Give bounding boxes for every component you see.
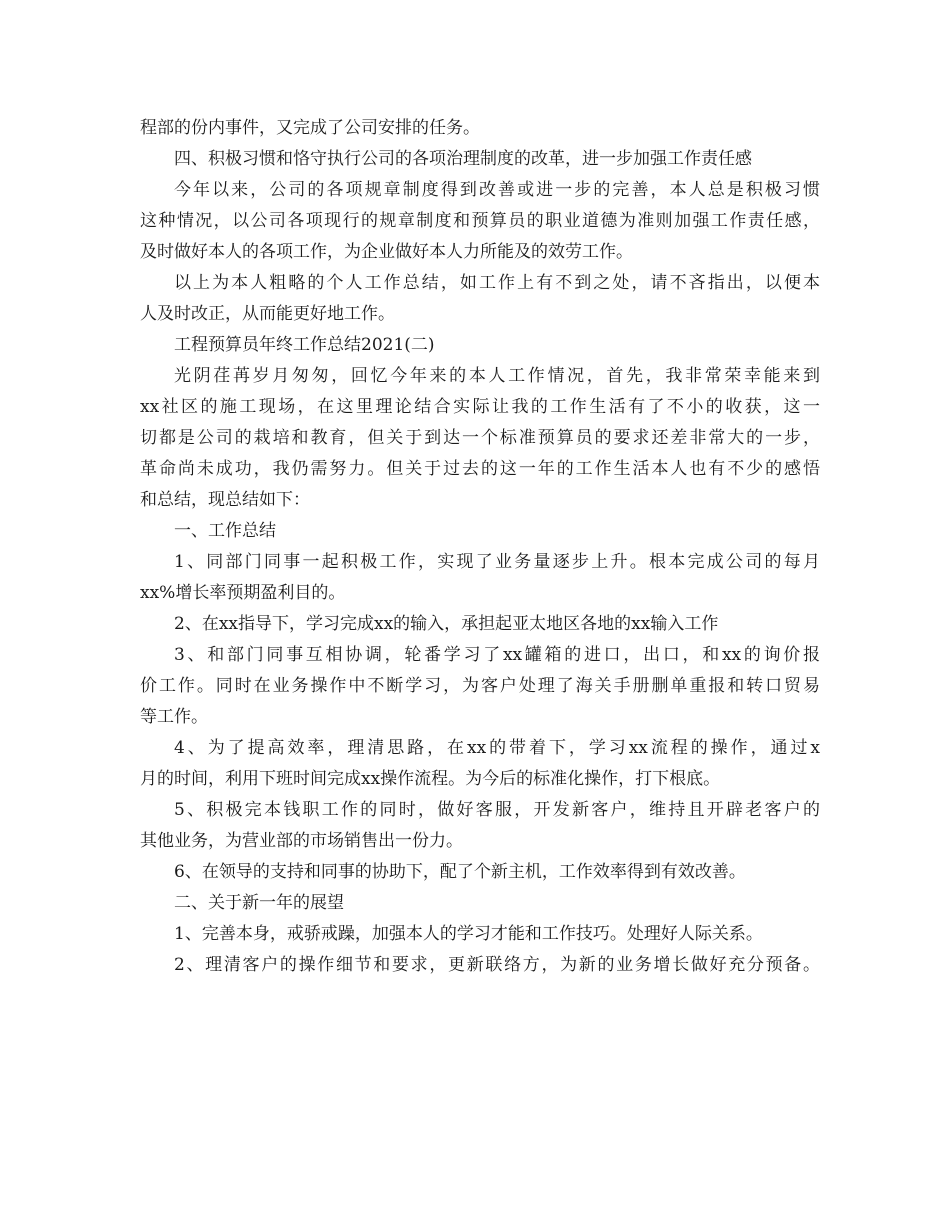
document-lines (140, 113, 820, 981)
text-line: 3、和部门同事互相协调，轮番学习了xx罐箱的进口，出口，和xx的询价报 (174, 645, 820, 665)
text-line: xx%增长率预期盈利目的。 (140, 583, 346, 603)
text-line: 1、完善本身，戒骄戒躁，加强本人的学习才能和工作技巧。处理好人际关系。 (174, 924, 763, 944)
text-line: 这种情况，以公司各项现行的规章制度和预算员的职业道德为准则加强工作责任感， (140, 211, 820, 231)
text-line: 和总结，现总结如下： (140, 490, 310, 510)
text-line: 月的时间，利用下班时间完成xx操作流程。为今后的标准化操作，打下根底。 (140, 769, 721, 789)
text-line: 工程预算员年终工作总结2021(二) (174, 335, 435, 355)
text-line: 4、为了提高效率，理清思路，在xx的带着下，学习xx流程的操作，通过x (174, 738, 820, 758)
text-line: 2、在xx指导下，学习完成xx的输入，承担起亚太地区各地的xx输入工作 (174, 614, 719, 634)
text-line: 程部的份内事件，又完成了公司安排的任务。 (140, 118, 480, 138)
text-line: 及时做好本人的各项工作，为企业做好本人力所能及的效劳工作。 (140, 242, 633, 262)
text-line: 5、积极完本钱职工作的同时，做好客服，开发新客户，维持且开辟老客户的 (174, 800, 820, 820)
text-line: 其他业务，为营业部的市场销售出一份力。 (140, 831, 463, 851)
text-line: 价工作。同时在业务操作中不断学习，为客户处理了海关手册删单重报和转口贸易 (140, 676, 820, 696)
text-line: 6、在领导的支持和同事的协助下，配了个新主机，工作效率得到有效改善。 (174, 862, 746, 882)
text-line: 切都是公司的栽培和教育，但关于到达一个标准预算员的要求还差非常大的一步， (140, 428, 820, 448)
text-line: 一、工作总结 (174, 521, 276, 541)
text-line: xx社区的施工现场，在这里理论结合实际让我的工作生活有了不小的收获，这一 (140, 397, 820, 417)
text-line: 四、积极习惯和恪守执行公司的各项治理制度的改革，进一步加强工作责任感 (174, 149, 752, 169)
text-line: 今年以来，公司的各项规章制度得到改善或进一步的完善，本人总是积极习惯 (174, 180, 820, 200)
text-line: 人及时改正，从而能更好地工作。 (140, 304, 395, 324)
text-line: 1、同部门同事一起积极工作，实现了业务量逐步上升。根本完成公司的每月 (174, 552, 820, 572)
text-line: 革命尚未成功，我仍需努力。但关于过去的这一年的工作生活本人也有不少的感悟 (140, 459, 820, 479)
text-line: 等工作。 (140, 707, 208, 727)
text-line: 光阴荏苒岁月匆匆，回忆今年来的本人工作情况，首先，我非常荣幸能来到 (174, 366, 820, 386)
text-line: 以上为本人粗略的个人工作总结，如工作上有不到之处，请不吝指出，以便本 (174, 273, 820, 293)
text-line: 二、关于新一年的展望 (174, 893, 344, 913)
document-body (140, 113, 820, 981)
text-line: 2、理清客户的操作细节和要求，更新联络方，为新的业务增长做好充分预备。 (174, 955, 820, 975)
